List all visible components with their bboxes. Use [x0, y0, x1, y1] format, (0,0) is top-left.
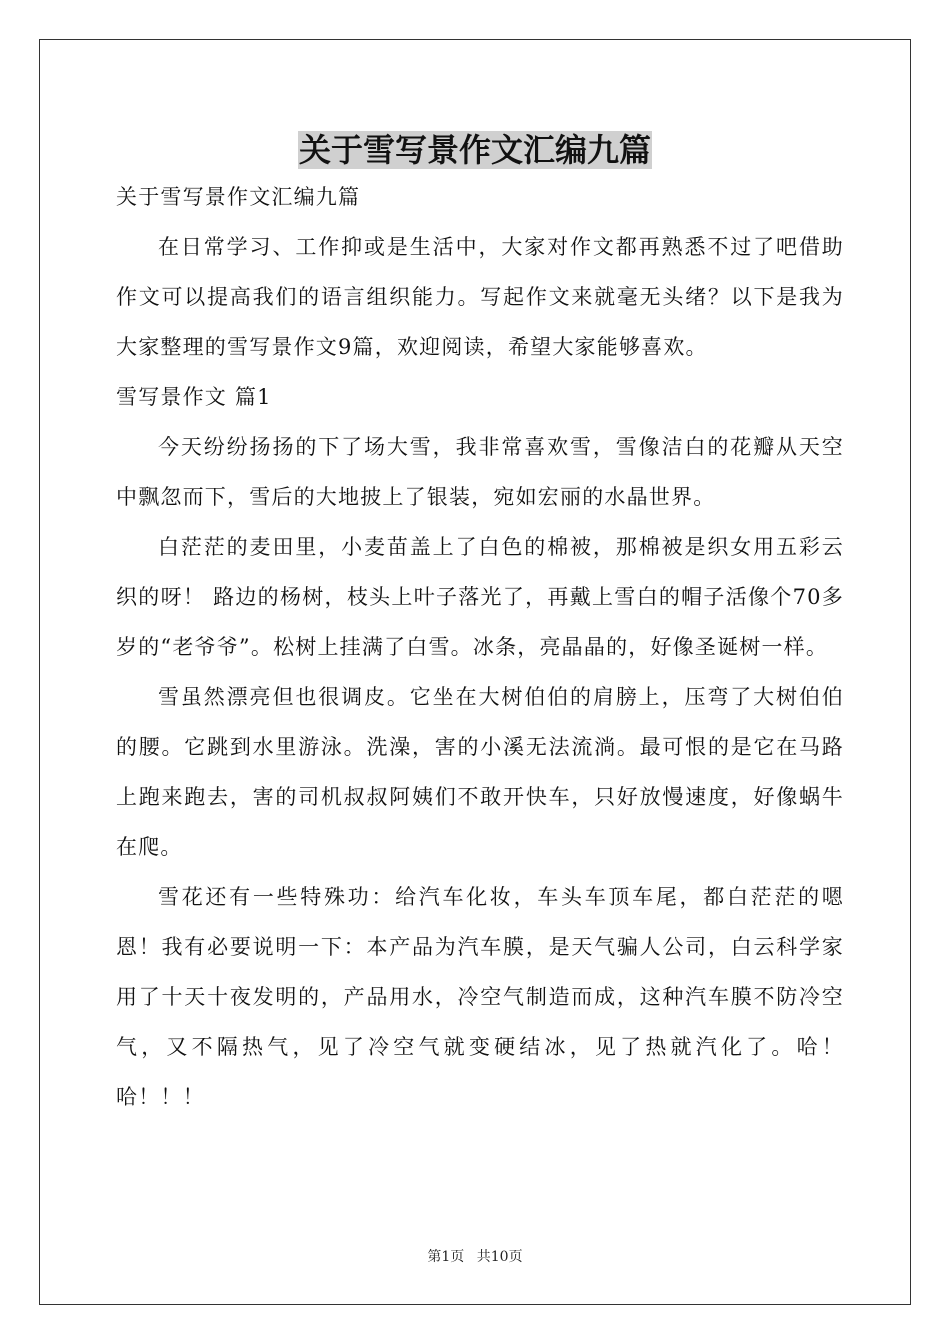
section-heading: 雪写景作文 篇1: [116, 385, 272, 409]
document-body: [116, 172, 844, 1122]
body-paragraph: 雪虽然漂亮但也很调皮。它坐在大树伯伯的肩膀上，压弯了大树伯伯的腰。它跳到水里游泳。洗澡，害的小溪无法流淌。最可恨的是它在马路上跑来跑去，害的司机叔叔阿姨们不敢开快车，只好放慢速度，好像蜗牛在爬。: [116, 685, 844, 859]
intro-paragraph: 在日常学习、工作抑或是生活中，大家对作文都再熟悉不过了吧借助作文可以提高我们的语言组织能力。写起作文来就毫无头绪？以下是我为大家整理的雪写景作文9篇，欢迎阅读，希望大家能够喜欢。: [116, 235, 844, 359]
body-paragraph: 今天纷纷扬扬的下了场大雪，我非常喜欢雪，雪像洁白的花瓣从天空中飘忽而下，雪后的大地披上了银装，宛如宏丽的水晶世界。: [116, 435, 844, 509]
page-total: 共10页: [476, 1249, 523, 1265]
page-footer: [0, 1246, 950, 1266]
body-paragraph: 雪花还有一些特殊功：给汽车化妆，车头车顶车尾，都白茫茫的嗯恩！我有必要说明一下：本产品为汽车膜，是天气骗人公司，白云科学家用了十天十夜发明的，产品用水，冷空气制造而成，这种汽车膜不防冷空气，又不隔热气，见了冷空气就变硬结冰，见了热就汽化了。哈！哈！！！: [116, 885, 844, 1109]
page-number: 第1页: [427, 1249, 465, 1265]
subtitle-paragraph: 关于雪写景作文汇编九篇: [116, 185, 361, 209]
document-title-text: 关于雪写景作文汇编九篇: [298, 131, 651, 169]
document-title: [0, 125, 950, 175]
body-paragraph: 白茫茫的麦田里，小麦苗盖上了白色的棉被，那棉被是织女用五彩云织的呀！ 路边的杨树，枝头上叶子落光了，再戴上雪白的帽子活像个70多岁的“老爷爷”。松树上挂满了白雪。冰条，亮晶晶的，好像圣诞树一样。: [116, 535, 844, 659]
